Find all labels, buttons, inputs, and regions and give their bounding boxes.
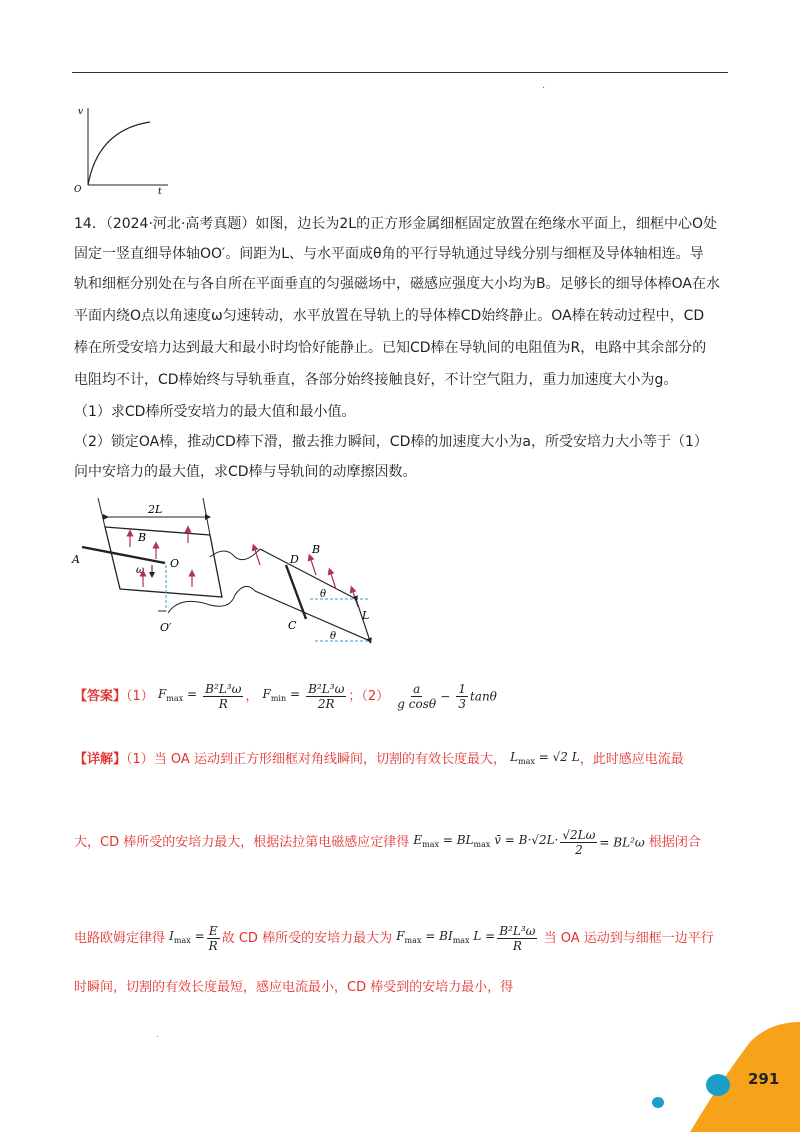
t-axis-label: t bbox=[158, 187, 162, 195]
answer-label: 【答案】 bbox=[74, 689, 127, 704]
question-1: （1）求CD棒所受安培力的最大值和最小值。 bbox=[74, 404, 356, 420]
problem-line-6: 电阻均不计，CD棒始终与导轨垂直，各部分始终接触良好，不计空气阻力，重力加速度大小为g。 bbox=[74, 372, 678, 388]
answer-line: 【答案】（1） $F_{max}$ = $\frac{\text{B²L³ω}}{R}$ ， $F_{min}$ = $\frac{\text{B²L³ω}}{2R}$ ；（2） $\frac{a}{\text{g cosθ}}$ − $\frac{1}{3}$ tanθ bbox=[74, 682, 497, 711]
vt-graph bbox=[68, 100, 178, 195]
detail-line-2: 大，CD 棒所受的安培力最大，根据法拉第电磁感应定律得 $E_{max} = BL_{max}$ v̄ = B·√2L· $\frac{√2L\omega}{2}$ = BL²ω 根据闭合 bbox=[74, 828, 701, 857]
blue-dot-large bbox=[706, 1074, 730, 1096]
page-number: 291 bbox=[748, 1070, 780, 1088]
label-2L: 2L bbox=[148, 503, 163, 516]
problem-line-1: 14．（2024·河北·高考真题）如图，边长为2L的正方形金属细框固定放置在绝缘水平面上，细框中心O处 bbox=[74, 216, 718, 232]
detail-line-4: 时瞬间，切割的有效长度最短，感应电流最小，CD 棒受到的安培力最小，得 bbox=[74, 980, 514, 995]
fmax-fraction: $\frac{\text{B²L³ω}}{R}$ bbox=[205, 682, 242, 711]
vt-curve bbox=[88, 122, 150, 185]
problem-line-3: 轨和细框分别处在与各自所在平面垂直的匀强磁场中，磁感应强度大小均为B。足够长的细导体棒OA在水 bbox=[74, 276, 720, 292]
v-axis-label: v bbox=[78, 107, 84, 117]
question-2-line-2: 问中安培力的最大值，求CD棒与导轨间的动摩擦因数。 bbox=[74, 464, 417, 480]
label-C: C bbox=[288, 619, 297, 632]
question-2-line-1: （2）锁定OA棒，推动CD棒下滑，撤去推力瞬间，CD棒的加速度大小为a，所受安培力大小等于（1） bbox=[74, 434, 708, 450]
label-theta-1: θ bbox=[320, 589, 327, 600]
label-L: L bbox=[362, 609, 370, 622]
mu-fraction: $\frac{a}{\text{g cosθ}}$ bbox=[397, 682, 437, 711]
header-dot: . bbox=[542, 80, 546, 91]
rail-upper bbox=[260, 549, 356, 599]
problem-line-4: 平面内绕O点以角速度ω匀速转动，水平放置在导轨上的导体棒CD始终静止。OA棒在转动过程中，CD bbox=[74, 308, 705, 324]
label-theta-2: θ bbox=[330, 631, 337, 642]
label-omega: ω bbox=[136, 565, 145, 576]
physics-diagram bbox=[70, 495, 400, 655]
wire-bottom bbox=[168, 586, 255, 613]
label-O-prime: O′ bbox=[160, 621, 172, 634]
fmin-fraction: $\frac{\text{B²L³ω}}{2R}$ bbox=[308, 682, 345, 711]
rod-CD bbox=[286, 565, 306, 619]
rod-OA bbox=[82, 547, 165, 563]
label-B-frame: B bbox=[138, 531, 147, 544]
footer-dot: . bbox=[156, 1030, 159, 1040]
label-A: A bbox=[72, 553, 80, 566]
problem-line-5: 棒在所受安培力达到最大和最小时均恰好能静止。已知CD棒在导轨间的电阻值为R，电路中其余部分的 bbox=[74, 340, 707, 356]
header-rule bbox=[72, 72, 728, 73]
third-fraction: $\frac{1}{3}$ bbox=[458, 682, 466, 711]
frame-edge-left bbox=[98, 498, 105, 527]
field-arrow bbox=[310, 557, 316, 575]
origin-label: O bbox=[74, 185, 82, 195]
blue-dot-small bbox=[652, 1097, 664, 1108]
label-O: O bbox=[170, 557, 180, 570]
label-B-rails: B bbox=[312, 543, 321, 556]
problem-line-2: 固定一竖直细导体轴OO′。间距为L、与水平面成θ角的平行导轨通过导线分别与细框及导体轴相连。导 bbox=[74, 246, 704, 262]
detail-line-3: 电路欧姆定律得 $I_{max}$ = $\frac{E}{R}$ 故 CD 棒所受的安培力最大为 $F_{max} = BI_{max}$ L = $\frac{\text{B²L³ω}}{R}$ 当 OA 运动到与细框一边平行 bbox=[74, 924, 714, 953]
wire-top bbox=[210, 549, 260, 560]
detail-label: 【详解】 bbox=[74, 752, 127, 767]
detail-line-1: 【详解】（1）当 OA 运动到正方形细框对角线瞬间，切割的有效长度最大， $L_{max} = √2$ L，此时感应电流最 bbox=[74, 750, 684, 767]
corner-orange-shape bbox=[690, 1022, 800, 1132]
label-D: D bbox=[290, 553, 299, 566]
